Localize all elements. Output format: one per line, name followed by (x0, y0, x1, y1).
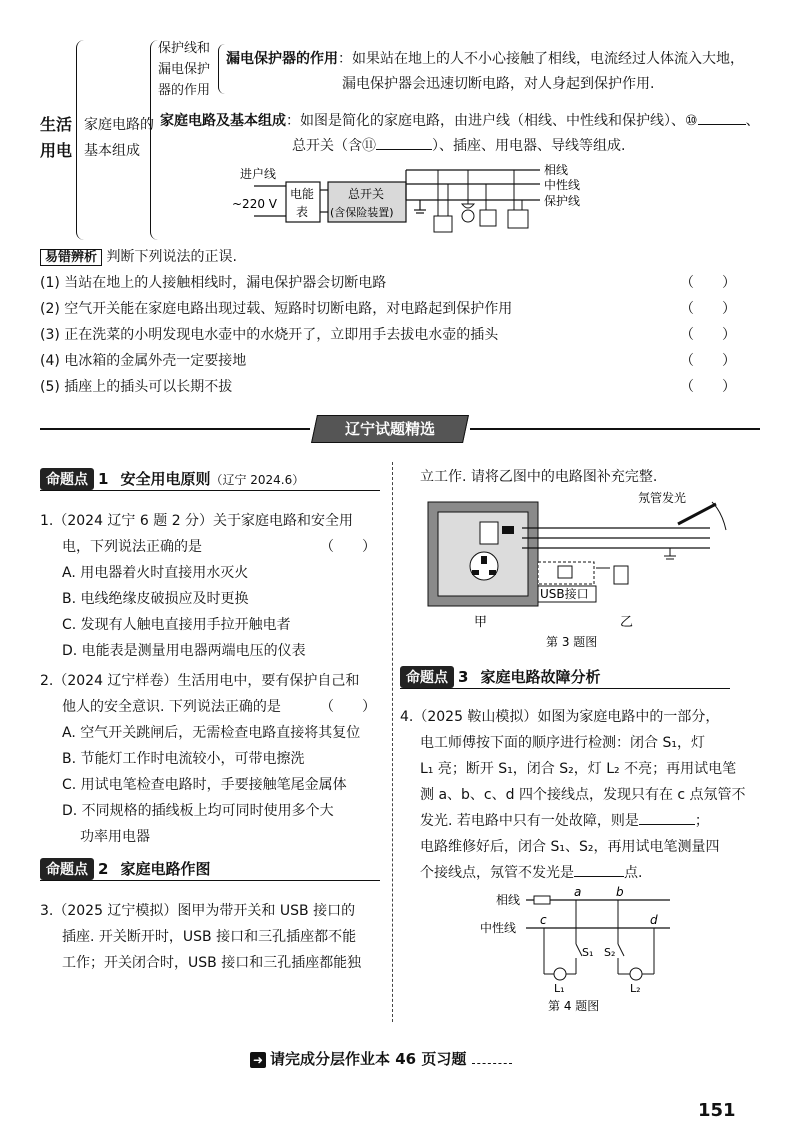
q2-line: 2.（2024 辽宁样卷）生活用电中，要有保护自己和 (40, 673, 360, 689)
banner-rule-right (470, 428, 760, 430)
answer-paren[interactable]: （ ） (680, 301, 736, 317)
q4-figure (470, 884, 690, 1014)
judge-item: (4) 电冰箱的金属外壳一定要接地 (40, 353, 247, 369)
answer-blank[interactable] (574, 862, 624, 877)
topic-tag: 命题点 (40, 858, 94, 880)
point-c: c (540, 913, 547, 927)
footer-text: 请完成分层作业本 46 页习题 (270, 1050, 467, 1068)
lamp-l1-icon (554, 968, 566, 980)
q4-line: L₁ 亮；断开 S₁，闭合 S₂，灯 L₂ 不亮；再用试电笔 (420, 761, 737, 777)
q3-caption: 第 3 题图 (546, 635, 598, 649)
switch-label: 总开关 (348, 187, 385, 201)
point-d: d (650, 913, 658, 927)
q4-line: 测 a、b、c、d 四个接线点，发现只有在 c 点氖管不 (420, 787, 746, 803)
q3-figure (420, 490, 740, 650)
judge-header (40, 246, 237, 266)
footer-underline (472, 1063, 512, 1064)
neon-label: 氖管发光 (638, 491, 687, 505)
q4-line: 电工师傅按下面的顺序进行检测：闭合 S₁，灯 (420, 735, 705, 751)
topic-num: 1 (98, 470, 109, 488)
switch-symbol (614, 566, 628, 584)
pin-hole-icon (489, 570, 496, 575)
topic-num: 2 (98, 860, 109, 878)
answer-paren[interactable]: （ ） (680, 275, 736, 291)
basic-text-end: 、 (745, 113, 760, 129)
basic-text: ：如图是简化的家庭电路，由进户线（相线、中性线和保护线）、⑩ (286, 113, 698, 129)
fuse-icon (534, 896, 550, 904)
answer-paren[interactable]: （ ） (680, 327, 736, 343)
topic-title: 家庭电路作图 (120, 860, 211, 878)
banner-text: 辽宁试题精选 (344, 420, 435, 438)
lamp-l2-icon (630, 968, 642, 980)
topic-header-3 (400, 666, 730, 689)
sub-label-line: 家庭电路的 (84, 117, 154, 133)
q2-line: 他人的安全意识. 下列说法正确的是 (62, 699, 281, 715)
topic-header-1 (40, 468, 380, 491)
q4-line-7 (420, 862, 642, 882)
column-divider (392, 462, 393, 1022)
q2-option-d-cont: 功率用电器 (80, 829, 150, 845)
side-label-line: 生活 (40, 115, 73, 134)
q1-option-c[interactable]: C. 发现有人触电直接用手拉开触电者 (62, 617, 291, 633)
label-l1: L₁ (554, 982, 565, 995)
protect-label: 保护线 (544, 194, 581, 208)
neutral-label: 中性线 (544, 178, 581, 192)
fig-live-label: 相线 (496, 893, 521, 907)
q3-line: 工作；开关闭合时，USB 接口和三孔插座都能独 (62, 955, 362, 971)
basic-text-2a: 总开关（含⑪ (292, 138, 376, 154)
lamp-icon (462, 204, 474, 208)
q1-option-a[interactable]: A. 用电器着火时直接用水灭火 (62, 565, 249, 581)
footer-note (250, 1048, 512, 1069)
q3-line: 立工作. 请将乙图中的电路图补充完整. (420, 469, 658, 485)
sub-label (84, 112, 154, 164)
label-s1: S₁ (582, 946, 594, 959)
pin-hole-icon (472, 570, 479, 575)
voltage-label: ~220 V (232, 197, 277, 211)
meter-label: 电能 (290, 187, 315, 201)
leak-line-2: 漏电保护器会迅速切断电路，对人身起到保护作用. (342, 76, 655, 92)
live-label: 相线 (544, 163, 569, 177)
q1-option-d[interactable]: D. 电能表是测量用电器两端电压的仪表 (62, 643, 306, 659)
appliance-icon (480, 210, 496, 226)
answer-blank-10[interactable] (698, 110, 746, 125)
usb-icon (558, 566, 572, 578)
judge-item: (5) 插座上的插头可以长期不拔 (40, 379, 233, 395)
switch-s2 (618, 944, 624, 956)
basic-title: 家庭电路及基本组成 (160, 113, 286, 129)
usb-port-icon (502, 526, 514, 534)
protect-label (158, 38, 210, 101)
q4-line-6: 电路维修好后，闭合 S₁、S₂，再用试电笔测量四 (420, 839, 720, 855)
pin-hole-icon (481, 556, 487, 564)
switch-icon (480, 522, 498, 544)
q1-line: 电，下列说法正确的是 (62, 539, 202, 555)
fig-neutral-label: 中性线 (480, 921, 517, 935)
q1-line: 1.（2024 辽宁 6 题 2 分）关于家庭电路和安全用 (40, 513, 354, 529)
q4-text: 个接线点，氖管不发光是 (420, 865, 574, 881)
point-b: b (616, 885, 624, 899)
meter-label: 表 (296, 205, 309, 219)
answer-paren[interactable]: （ ） (680, 353, 736, 369)
q4-text: 点. (624, 865, 643, 881)
usb-label: USB接口 (540, 587, 589, 601)
socket-icon (434, 216, 452, 232)
topic-num: 3 (458, 668, 469, 686)
judge-item: (1) 当站在地上的人接触相线时，漏电保护器会切断电路 (40, 275, 387, 291)
protect-label-line: 保护线和 (158, 41, 211, 56)
judge-tag: 易错辨析 (40, 249, 102, 266)
q4-caption: 第 4 题图 (548, 999, 600, 1013)
lamp-bulb-icon (462, 210, 474, 222)
sub-label-line: 基本组成 (84, 143, 140, 159)
answer-paren[interactable]: （ ） (320, 699, 376, 715)
topic-tag: 命题点 (400, 666, 454, 688)
basic-line-2 (292, 135, 625, 155)
page-number: 151 (698, 1100, 736, 1121)
q2-option-d[interactable]: D. 不同规格的插线板上均可同时使用多个大 (62, 803, 334, 819)
topic-title: 家庭电路故障分析 (480, 668, 601, 686)
home-circuit-diagram (230, 160, 610, 240)
label-yi: 乙 (620, 615, 634, 630)
test-pen-icon (678, 504, 716, 524)
basic-line-1 (160, 110, 760, 130)
topic-note: （辽宁 2024.6） (210, 473, 305, 487)
topic-header-2 (40, 858, 380, 881)
leak-line-1 (226, 48, 744, 68)
leak-text: ：如果站在地上的人不小心接触了相线，电流经过人体流入大地， (338, 51, 744, 67)
q2-option-c[interactable]: C. 用试电笔检查电路时，手要接触笔尾金属体 (62, 777, 347, 793)
q4-text: 发光. 若电路中只有一处故障，则是 (420, 813, 639, 829)
q4-line: 4.（2025 鞍山模拟）如图为家庭电路中的一部分， (400, 709, 720, 725)
q1-option-b[interactable]: B. 电线绝缘皮破损应及时更换 (62, 591, 249, 607)
incoming-label: 进户线 (240, 167, 277, 181)
label-l2: L₂ (630, 982, 641, 995)
judge-item: (3) 正在洗菜的小明发现电水壶中的水烧开了，立即用手去拔电水壶的插头 (40, 327, 499, 343)
q2-option-a[interactable]: A. 空气开关跳闸后，无需检查电路直接将其复位 (62, 725, 361, 741)
leak-title: 漏电保护器的作用 (226, 51, 338, 67)
three-pin-socket-icon (508, 210, 528, 228)
label-s2: S₂ (604, 946, 616, 959)
answer-paren[interactable]: （ ） (320, 539, 376, 555)
judge-item: (2) 空气开关能在家庭电路出现过载、短路时切断电路，对电路起到保护作用 (40, 301, 513, 317)
protect-label-line: 器的作用 (158, 83, 211, 98)
label-jia: 甲 (474, 615, 488, 630)
answer-blank-11[interactable] (376, 135, 432, 150)
judge-intro: 判断下列说法的正误. (106, 249, 237, 265)
q3-line: 插座. 开关断开时，USB 接口和三孔插座都不能 (62, 929, 357, 945)
q3-line: 3.（2025 辽宁模拟）图甲为带开关和 USB 接口的 (40, 903, 356, 919)
answer-paren[interactable]: （ ） (680, 379, 736, 395)
brace-protect (218, 44, 225, 94)
protect-label-line: 漏电保护 (158, 62, 211, 77)
banner-rule-left (40, 428, 310, 430)
banner-title (311, 415, 469, 443)
switch-label: (含保险装置) (330, 206, 394, 219)
arrow-right-icon: ➜ (250, 1052, 266, 1068)
topic-title: 安全用电原则 (120, 470, 211, 488)
side-label (40, 112, 72, 164)
point-a: a (574, 885, 582, 899)
basic-text-2b: ）、插座、用电器、导线等组成. (432, 138, 626, 154)
side-label-line: 用电 (40, 141, 73, 160)
q2-option-b[interactable]: B. 节能灯工作时电流较小，可带电擦洗 (62, 751, 305, 767)
answer-blank[interactable] (639, 810, 695, 825)
q4-semi: ； (694, 813, 709, 829)
q4-line-5 (420, 810, 709, 830)
topic-tag: 命题点 (40, 468, 94, 490)
